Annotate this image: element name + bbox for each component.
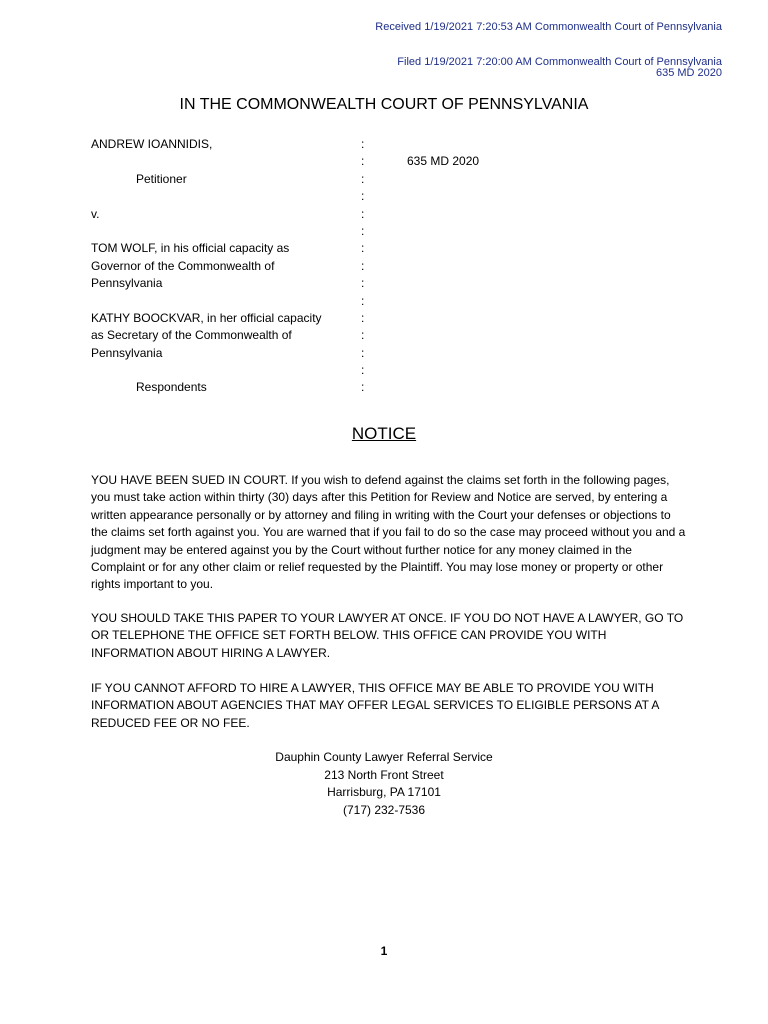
filed-stamp-docket: 635 MD 2020 [655,67,722,79]
caption-row [91,136,479,153]
caption-colon: : [361,380,365,395]
caption-row [91,188,479,205]
referral-service-name: Dauphin County Lawyer Referral Service [275,750,493,764]
caption-party-role: Respondents [136,380,207,395]
caption-row [91,275,479,292]
caption-party: as Secretary of the Commonwealth of [91,328,292,343]
caption-row [91,258,479,275]
caption-colon: : [361,276,365,291]
caption-row [91,171,479,188]
referral-service-phone: (717) 232-7536 [342,802,426,817]
caption-row [91,379,479,396]
caption-colon: : [361,363,365,378]
filed-stamp-line: Filed 1/19/2021 7:20:00 AM Commonwealth Court of Pennsylvania [397,56,722,68]
court-title: IN THE COMMONWEALTH COURT OF PENNSYLVANIA [179,96,589,113]
caption-row [91,310,479,327]
caption-party: KATHY BOOCKVAR, in her official capacity [91,310,322,325]
caption-party-role: Petitioner [136,171,187,186]
caption-colon: : [361,154,365,169]
referral-service-street: 213 North Front Street [324,767,444,782]
caption-colon: : [361,206,365,221]
notice-paragraph-lawyer: YOU SHOULD TAKE THIS PAPER TO YOUR LAWYER AT ONCE. IF YOU DO NOT HAVE A LAWYER, GO TO OR TELEPHONE THE OFFICE SET FORTH BELOW. THIS OFFICE CAN PROVIDE YOU WITH INFORMATION ABOUT HIRING A LAWYER. [91,611,684,660]
caption-party: Pennsylvania [91,345,163,360]
caption-party: Pennsylvania [91,276,163,291]
caption-docket: 635 MD 2020 [407,154,480,169]
caption-colon: : [361,223,365,238]
caption-colon: : [361,137,365,151]
caption-colon: : [361,241,365,256]
caption-colon: : [361,310,365,325]
caption-party: TOM WOLF, in his official capacity as [91,241,290,256]
page-number: 1 [380,944,388,958]
notice-paragraph-sued: YOU HAVE BEEN SUED IN COURT. If you wish to defend against the claims set forth in the following pages, you must take action within thirty (30) days after this Petition for Review and Notice are served, by entering a written appearance personally or by attorney and filing in writing with the Court your defenses or objections to the claims set forth against you. You are warned that if you fail to do so the case may proceed without you and a judgment may be entered against you by the Court without further notice for any money claimed in the Complaint or for any other claim or relief requested by the Plaintiff. You may lose money or property or other rights important to you. [91,473,686,592]
filed-stamp [397,57,722,79]
caption-row [91,240,479,257]
caption-colon: : [361,189,365,204]
caption-row [91,362,479,379]
caption-row [91,327,479,344]
notice-paragraph-afford: IF YOU CANNOT AFFORD TO HIRE A LAWYER, THIS OFFICE MAY BE ABLE TO PROVIDE YOU WITH INFORMATION ABOUT AGENCIES THAT MAY OFFER LEGAL SERVICES TO ELIGIBLE PERSONS AT A REDUCED FEE OR NO FEE. [91,681,659,730]
caption-row [91,345,479,362]
caption-colon: : [361,258,365,273]
caption-colon: : [361,328,365,343]
caption-colon: : [361,345,365,360]
case-caption [91,136,479,397]
received-stamp: Received 1/19/2021 7:20:53 AM Commonwealth Court of Pennsylvania [375,21,722,33]
caption-row [91,153,479,170]
caption-row [91,293,479,310]
caption-party: Governor of the Commonwealth of [91,258,275,273]
caption-row [91,223,479,240]
caption-colon: : [361,293,365,308]
referral-service-city: Harrisburg, PA 17101 [327,785,441,800]
caption-row [91,206,479,223]
notice-heading: NOTICE [351,424,417,443]
caption-party: ANDREW IOANNIDIS, [91,137,213,151]
caption-colon: : [361,171,365,186]
referral-service-address [0,749,768,819]
caption-versus: v. [91,206,100,221]
